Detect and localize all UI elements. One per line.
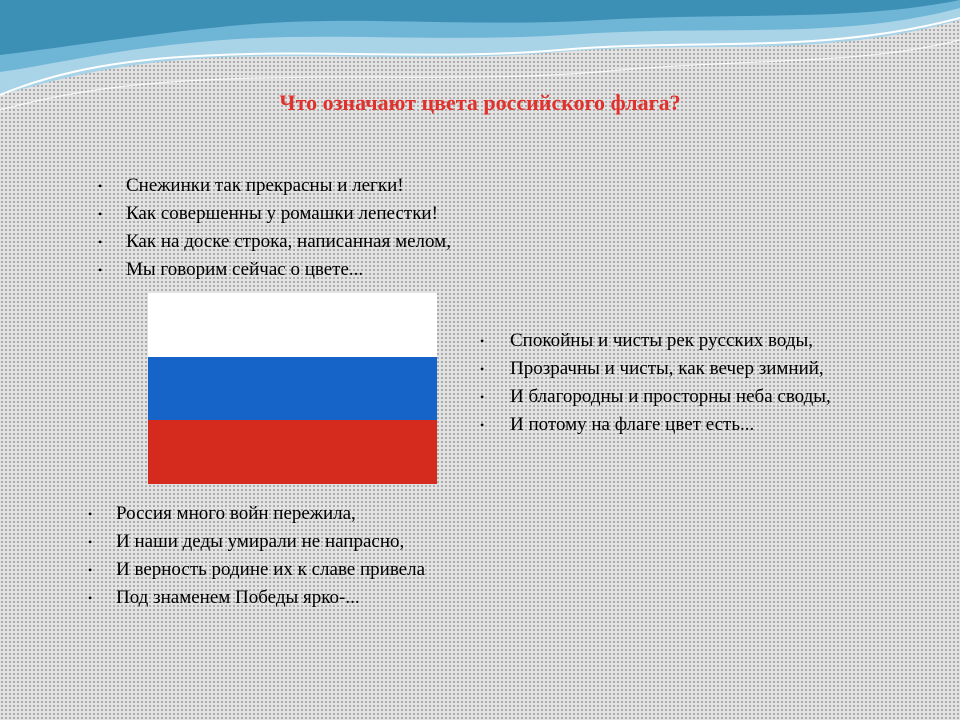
verse-line <box>98 256 451 284</box>
verse-line-text: Спокойны и чисты рек русских воды, <box>510 330 814 351</box>
verse-line <box>480 327 831 355</box>
verse-1-list <box>98 172 451 284</box>
verse-line-text: И верность родине их к славе привела <box>116 559 426 580</box>
bullet-icon: • <box>98 207 103 221</box>
verse-3-list <box>88 500 426 612</box>
bullet-icon: • <box>480 390 485 404</box>
verse-line <box>88 584 425 612</box>
verse-line-text: Под знаменем Победы ярко-... <box>116 587 360 608</box>
bullet-icon: • <box>480 362 485 376</box>
verse-line <box>480 355 831 383</box>
verse-line-text: И наши деды умирали не напрасно, <box>116 531 405 552</box>
bullet-icon: • <box>88 507 93 521</box>
verse-2-list <box>480 327 831 439</box>
bullet-icon: • <box>98 235 103 249</box>
flag-stripe-blue <box>148 357 437 421</box>
verse-line-text: Как на доске строка, написанная мелом, <box>126 231 451 252</box>
verse-line <box>88 528 425 556</box>
verse-line-text: И благородны и просторны неба своды, <box>510 386 831 407</box>
russian-flag-image <box>148 293 437 484</box>
verse-line <box>98 172 451 200</box>
flag-stripe-red <box>148 420 437 484</box>
verse-line <box>98 200 451 228</box>
verse-line <box>480 411 831 439</box>
verse-line-text: Прозрачны и чисты, как вечер зимний, <box>510 358 824 379</box>
verse-line-text: Россия много войн пережила, <box>116 503 356 524</box>
bullet-icon: • <box>88 535 93 549</box>
verse-line-text: Мы говорим сейчас о цвете... <box>126 259 364 280</box>
verse-line-text: Снежинки так прекрасны и легки! <box>126 175 404 196</box>
bullet-icon: • <box>98 179 103 193</box>
verse-line-text: И потому на флаге цвет есть... <box>510 414 755 435</box>
verse-line <box>480 383 831 411</box>
flag-stripe-white <box>148 293 437 357</box>
bullet-icon: • <box>98 263 103 277</box>
verse-line <box>98 228 451 256</box>
slide-title: Что означают цвета российского флага? <box>279 90 681 115</box>
wave-decoration <box>0 0 960 170</box>
bullet-icon: • <box>480 418 485 432</box>
bullet-icon: • <box>88 591 93 605</box>
verse-line-text: Как совершенны у ромашки лепестки! <box>126 203 438 224</box>
bullet-icon: • <box>480 334 485 348</box>
verse-line <box>88 500 425 528</box>
bullet-icon: • <box>88 563 93 577</box>
verse-line <box>88 556 426 584</box>
